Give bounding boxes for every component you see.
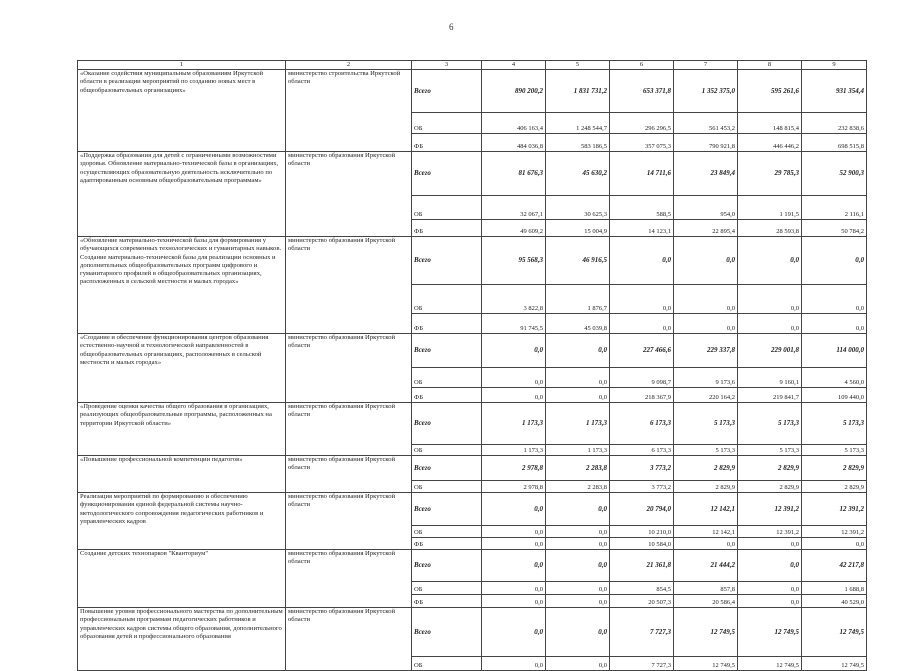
amount-cell: 14 123,1 xyxy=(610,220,674,237)
amount-cell: 2 829,9 xyxy=(674,481,738,493)
funding-source: ОБ xyxy=(412,526,482,538)
amount-cell: 357 075,3 xyxy=(610,134,674,152)
funding-source: ФБ xyxy=(412,314,482,334)
funding-source: Всего xyxy=(412,70,482,113)
amount-cell: 0,0 xyxy=(482,368,546,388)
amount-cell: 406 163,4 xyxy=(482,113,546,134)
amount-cell: 12 391,2 xyxy=(802,493,867,526)
column-header: 2 xyxy=(286,61,412,70)
amount-cell: 10 210,0 xyxy=(610,526,674,538)
amount-cell: 10 584,0 xyxy=(610,538,674,550)
amount-cell: 229 337,8 xyxy=(674,334,738,368)
funding-source: ФБ xyxy=(412,220,482,237)
amount-cell: 6 173,3 xyxy=(610,445,674,456)
amount-cell: 9 098,7 xyxy=(610,368,674,388)
amount-cell: 5 173,3 xyxy=(674,403,738,445)
amount-cell: 95 568,3 xyxy=(482,237,546,285)
column-header: 5 xyxy=(546,61,610,70)
amount-cell: 12 142,1 xyxy=(674,526,738,538)
amount-cell: 12 142,1 xyxy=(674,493,738,526)
funding-source: ФБ xyxy=(412,134,482,152)
event-description: «Поддержка образования для детей с ограниченными возможностями здоровья. Обновление материально-технической базы в организациях, осуществляющих образовательную деятельность исключительно по адаптированным основным общеобразовательным программам» xyxy=(78,152,286,237)
amount-cell: 0,0 xyxy=(546,493,610,526)
table-row-total xyxy=(78,493,867,526)
amount-cell: 0,0 xyxy=(546,334,610,368)
funding-source: Всего xyxy=(412,456,482,481)
responsible-ministry: министерство образования Иркутской области xyxy=(286,152,412,237)
amount-cell: 0,0 xyxy=(546,608,610,657)
amount-cell: 0,0 xyxy=(482,582,546,595)
amount-cell: 0,0 xyxy=(482,657,546,671)
amount-cell: 2 829,9 xyxy=(802,456,867,481)
amount-cell: 12 391,2 xyxy=(738,493,802,526)
amount-cell: 484 036,8 xyxy=(482,134,546,152)
amount-cell: 91 745,5 xyxy=(482,314,546,334)
amount-cell: 0,0 xyxy=(546,538,610,550)
amount-cell: 12 391,2 xyxy=(738,526,802,538)
amount-cell: 45 039,8 xyxy=(546,314,610,334)
amount-cell: 40 529,0 xyxy=(802,595,867,608)
amount-cell: 12 749,5 xyxy=(738,657,802,671)
table-body xyxy=(78,70,867,671)
amount-cell: 595 261,6 xyxy=(738,70,802,113)
amount-cell: 854,5 xyxy=(610,582,674,595)
amount-cell: 7 727,3 xyxy=(610,657,674,671)
amount-cell: 20 794,0 xyxy=(610,493,674,526)
amount-cell: 21 444,2 xyxy=(674,550,738,582)
responsible-ministry: министерство образования Иркутской области xyxy=(286,493,412,550)
amount-cell: 0,0 xyxy=(802,538,867,550)
amount-cell: 1 352 375,0 xyxy=(674,70,738,113)
amount-cell: 22 895,4 xyxy=(674,220,738,237)
amount-cell: 2 829,9 xyxy=(674,456,738,481)
amount-cell: 1 831 731,2 xyxy=(546,70,610,113)
amount-cell: 52 900,3 xyxy=(802,152,867,196)
amount-cell: 2 283,8 xyxy=(546,481,610,493)
responsible-ministry: министерство образования Иркутской области xyxy=(286,403,412,456)
amount-cell: 12 749,5 xyxy=(802,608,867,657)
amount-cell: 446 446,2 xyxy=(738,134,802,152)
amount-cell: 3 773,2 xyxy=(610,456,674,481)
amount-cell: 49 609,2 xyxy=(482,220,546,237)
funding-source: ОБ xyxy=(412,481,482,493)
amount-cell: 0,0 xyxy=(738,550,802,582)
funding-source: Всего xyxy=(412,152,482,196)
event-description: «Обновление материально-технической базы для формирования у обучающихся современных технологических и гуманитарных навыков. Создание материально-технической базы для реализации основных и дополнительных общеобразовательных программ цифрового и гуманитарного профилей в общеобразовательных организациях, расположенных в сельской местности и малых городах» xyxy=(78,237,286,334)
amount-cell: 2 829,9 xyxy=(738,481,802,493)
funding-source: ФБ xyxy=(412,538,482,550)
amount-cell: 1 876,7 xyxy=(546,285,610,314)
event-description: «Создание и обеспечение функционирования центров образования естественно-научной и технологической направленностей в общеобразовательных организациях, расположенных в сельской местности и малых городах» xyxy=(78,334,286,403)
amount-cell: 1 173,3 xyxy=(546,403,610,445)
amount-cell: 1 173,3 xyxy=(546,445,610,456)
event-description: Реализация мероприятий по формированию и обеспечению функционирования единой федеральной системы научно-методологического сопровождения педагогических работников и управленческих кадров xyxy=(78,493,286,550)
amount-cell: 0,0 xyxy=(546,368,610,388)
amount-cell: 0,0 xyxy=(610,237,674,285)
amount-cell: 20 507,3 xyxy=(610,595,674,608)
amount-cell: 954,0 xyxy=(674,196,738,220)
amount-cell: 2 978,8 xyxy=(482,456,546,481)
column-header: 1 xyxy=(78,61,286,70)
amount-cell: 698 515,8 xyxy=(802,134,867,152)
amount-cell: 857,8 xyxy=(674,582,738,595)
amount-cell: 0,0 xyxy=(738,314,802,334)
amount-cell: 218 367,9 xyxy=(610,388,674,403)
amount-cell: 148 815,4 xyxy=(738,113,802,134)
table-row-total xyxy=(78,456,867,481)
event-description: «Повышение профессиональной компетенции педагогов» xyxy=(78,456,286,493)
amount-cell: 583 186,5 xyxy=(546,134,610,152)
amount-cell: 0,0 xyxy=(482,538,546,550)
amount-cell: 0,0 xyxy=(546,595,610,608)
header-row xyxy=(78,61,867,70)
column-header: 8 xyxy=(738,61,802,70)
table-row-total xyxy=(78,152,867,196)
amount-cell: 0,0 xyxy=(674,538,738,550)
table-row-total xyxy=(78,237,867,285)
responsible-ministry: министерство строительства Иркутской области xyxy=(286,70,412,152)
amount-cell: 0,0 xyxy=(482,493,546,526)
amount-cell: 232 838,6 xyxy=(802,113,867,134)
amount-cell: 0,0 xyxy=(738,237,802,285)
amount-cell: 1 173,3 xyxy=(482,403,546,445)
amount-cell: 0,0 xyxy=(482,526,546,538)
amount-cell: 3 822,8 xyxy=(482,285,546,314)
responsible-ministry: министерство образования Иркутской области xyxy=(286,237,412,334)
funding-source: Всего xyxy=(412,550,482,582)
column-header: 7 xyxy=(674,61,738,70)
amount-cell: 0,0 xyxy=(674,314,738,334)
funding-source: ОБ xyxy=(412,445,482,456)
amount-cell: 890 200,2 xyxy=(482,70,546,113)
amount-cell: 790 921,8 xyxy=(674,134,738,152)
amount-cell: 2 829,9 xyxy=(802,481,867,493)
amount-cell: 12 749,5 xyxy=(674,608,738,657)
amount-cell: 23 849,4 xyxy=(674,152,738,196)
amount-cell: 12 391,2 xyxy=(802,526,867,538)
event-description: Создание детских технопарков "Кванториум" xyxy=(78,550,286,608)
column-header: 6 xyxy=(610,61,674,70)
amount-cell: 114 000,0 xyxy=(802,334,867,368)
funding-source: Всего xyxy=(412,608,482,657)
funding-source: ОБ xyxy=(412,285,482,314)
amount-cell: 5 173,3 xyxy=(738,445,802,456)
amount-cell: 0,0 xyxy=(482,595,546,608)
amount-cell: 931 354,4 xyxy=(802,70,867,113)
amount-cell: 296 296,5 xyxy=(610,113,674,134)
amount-cell: 12 749,5 xyxy=(738,608,802,657)
table-row-total xyxy=(78,403,867,445)
funding-source: Всего xyxy=(412,493,482,526)
amount-cell: 220 164,2 xyxy=(674,388,738,403)
responsible-ministry: министерство образования Иркутской области xyxy=(286,334,412,403)
amount-cell: 109 440,0 xyxy=(802,388,867,403)
table-row-total xyxy=(78,550,867,582)
amount-cell: 20 586,4 xyxy=(674,595,738,608)
amount-cell: 7 727,3 xyxy=(610,608,674,657)
amount-cell: 0,0 xyxy=(546,657,610,671)
amount-cell: 0,0 xyxy=(738,582,802,595)
amount-cell: 4 560,0 xyxy=(802,368,867,388)
responsible-ministry: министерство образования Иркутской области xyxy=(286,456,412,493)
amount-cell: 219 841,7 xyxy=(738,388,802,403)
amount-cell: 0,0 xyxy=(546,526,610,538)
amount-cell: 29 785,3 xyxy=(738,152,802,196)
amount-cell: 0,0 xyxy=(674,285,738,314)
amount-cell: 2 829,9 xyxy=(738,456,802,481)
amount-cell: 2 116,1 xyxy=(802,196,867,220)
funding-source: ОБ xyxy=(412,657,482,671)
amount-cell: 5 173,3 xyxy=(674,445,738,456)
amount-cell: 12 749,5 xyxy=(802,657,867,671)
amount-cell: 2 978,8 xyxy=(482,481,546,493)
amount-cell: 28 593,8 xyxy=(738,220,802,237)
amount-cell: 0,0 xyxy=(802,285,867,314)
funding-source: ФБ xyxy=(412,595,482,608)
amount-cell: 0,0 xyxy=(610,314,674,334)
event-description: «Проведение оценки качества общего образования в организациях, реализующих общеобразовательные программы, расположенных на территории Иркутской области» xyxy=(78,403,286,456)
amount-cell: 0,0 xyxy=(546,582,610,595)
amount-cell: 653 371,8 xyxy=(610,70,674,113)
funding-source: ОБ xyxy=(412,196,482,220)
amount-cell: 46 916,5 xyxy=(546,237,610,285)
amount-cell: 45 630,2 xyxy=(546,152,610,196)
amount-cell: 227 466,6 xyxy=(610,334,674,368)
column-header: 4 xyxy=(482,61,546,70)
amount-cell: 0,0 xyxy=(482,550,546,582)
amount-cell: 0,0 xyxy=(546,388,610,403)
funding-source: Всего xyxy=(412,334,482,368)
page-number: 6 xyxy=(449,22,454,32)
funding-source: Всего xyxy=(412,237,482,285)
amount-cell: 42 217,8 xyxy=(802,550,867,582)
amount-cell: 0,0 xyxy=(674,237,738,285)
amount-cell: 14 711,6 xyxy=(610,152,674,196)
amount-cell: 6 173,3 xyxy=(610,403,674,445)
amount-cell: 5 173,3 xyxy=(802,445,867,456)
amount-cell: 3 773,2 xyxy=(610,481,674,493)
amount-cell: 50 784,2 xyxy=(802,220,867,237)
amount-cell: 9 173,6 xyxy=(674,368,738,388)
funding-source: ОБ xyxy=(412,368,482,388)
amount-cell: 1 173,3 xyxy=(482,445,546,456)
amount-cell: 0,0 xyxy=(482,388,546,403)
column-header: 9 xyxy=(802,61,867,70)
responsible-ministry: министерство образования Иркутской области xyxy=(286,550,412,608)
amount-cell: 2 283,8 xyxy=(546,456,610,481)
amount-cell: 9 160,1 xyxy=(738,368,802,388)
funding-source: ФБ xyxy=(412,388,482,403)
amount-cell: 0,0 xyxy=(738,595,802,608)
amount-cell: 12 749,5 xyxy=(674,657,738,671)
funding-source: ОБ xyxy=(412,113,482,134)
amount-cell: 0,0 xyxy=(738,538,802,550)
amount-cell: 32 067,1 xyxy=(482,196,546,220)
table-row-total xyxy=(78,608,867,657)
budget-table xyxy=(77,60,867,671)
amount-cell: 21 361,8 xyxy=(610,550,674,582)
amount-cell: 0,0 xyxy=(802,237,867,285)
amount-cell: 588,5 xyxy=(610,196,674,220)
table-row-total xyxy=(78,334,867,368)
amount-cell: 1 248 544,7 xyxy=(546,113,610,134)
amount-cell: 1 191,5 xyxy=(738,196,802,220)
funding-source: Всего xyxy=(412,403,482,445)
amount-cell: 81 676,3 xyxy=(482,152,546,196)
table-row-total xyxy=(78,70,867,113)
amount-cell: 229 001,8 xyxy=(738,334,802,368)
amount-cell: 561 453,2 xyxy=(674,113,738,134)
amount-cell: 0,0 xyxy=(610,285,674,314)
column-header: 3 xyxy=(412,61,482,70)
amount-cell: 0,0 xyxy=(482,608,546,657)
event-description: Повышение уровня профессионального мастерства по дополнительным профессиональным программам педагогических работников и управленческих кадров системы общего образования, дополнительного образования детей и профессионального образования xyxy=(78,608,286,671)
amount-cell: 0,0 xyxy=(802,314,867,334)
amount-cell: 15 004,9 xyxy=(546,220,610,237)
event-description: «Оказание содействия муниципальным образованиям Иркутской области в реализации мероприятий по созданию новых мест в общеобразовательных организациях» xyxy=(78,70,286,152)
amount-cell: 5 173,3 xyxy=(802,403,867,445)
amount-cell: 0,0 xyxy=(546,550,610,582)
amount-cell: 5 173,3 xyxy=(738,403,802,445)
amount-cell: 0,0 xyxy=(482,334,546,368)
amount-cell: 0,0 xyxy=(738,285,802,314)
responsible-ministry: министерство образования Иркутской области xyxy=(286,608,412,671)
funding-source: ОБ xyxy=(412,582,482,595)
amount-cell: 1 688,8 xyxy=(802,582,867,595)
amount-cell: 30 625,3 xyxy=(546,196,610,220)
